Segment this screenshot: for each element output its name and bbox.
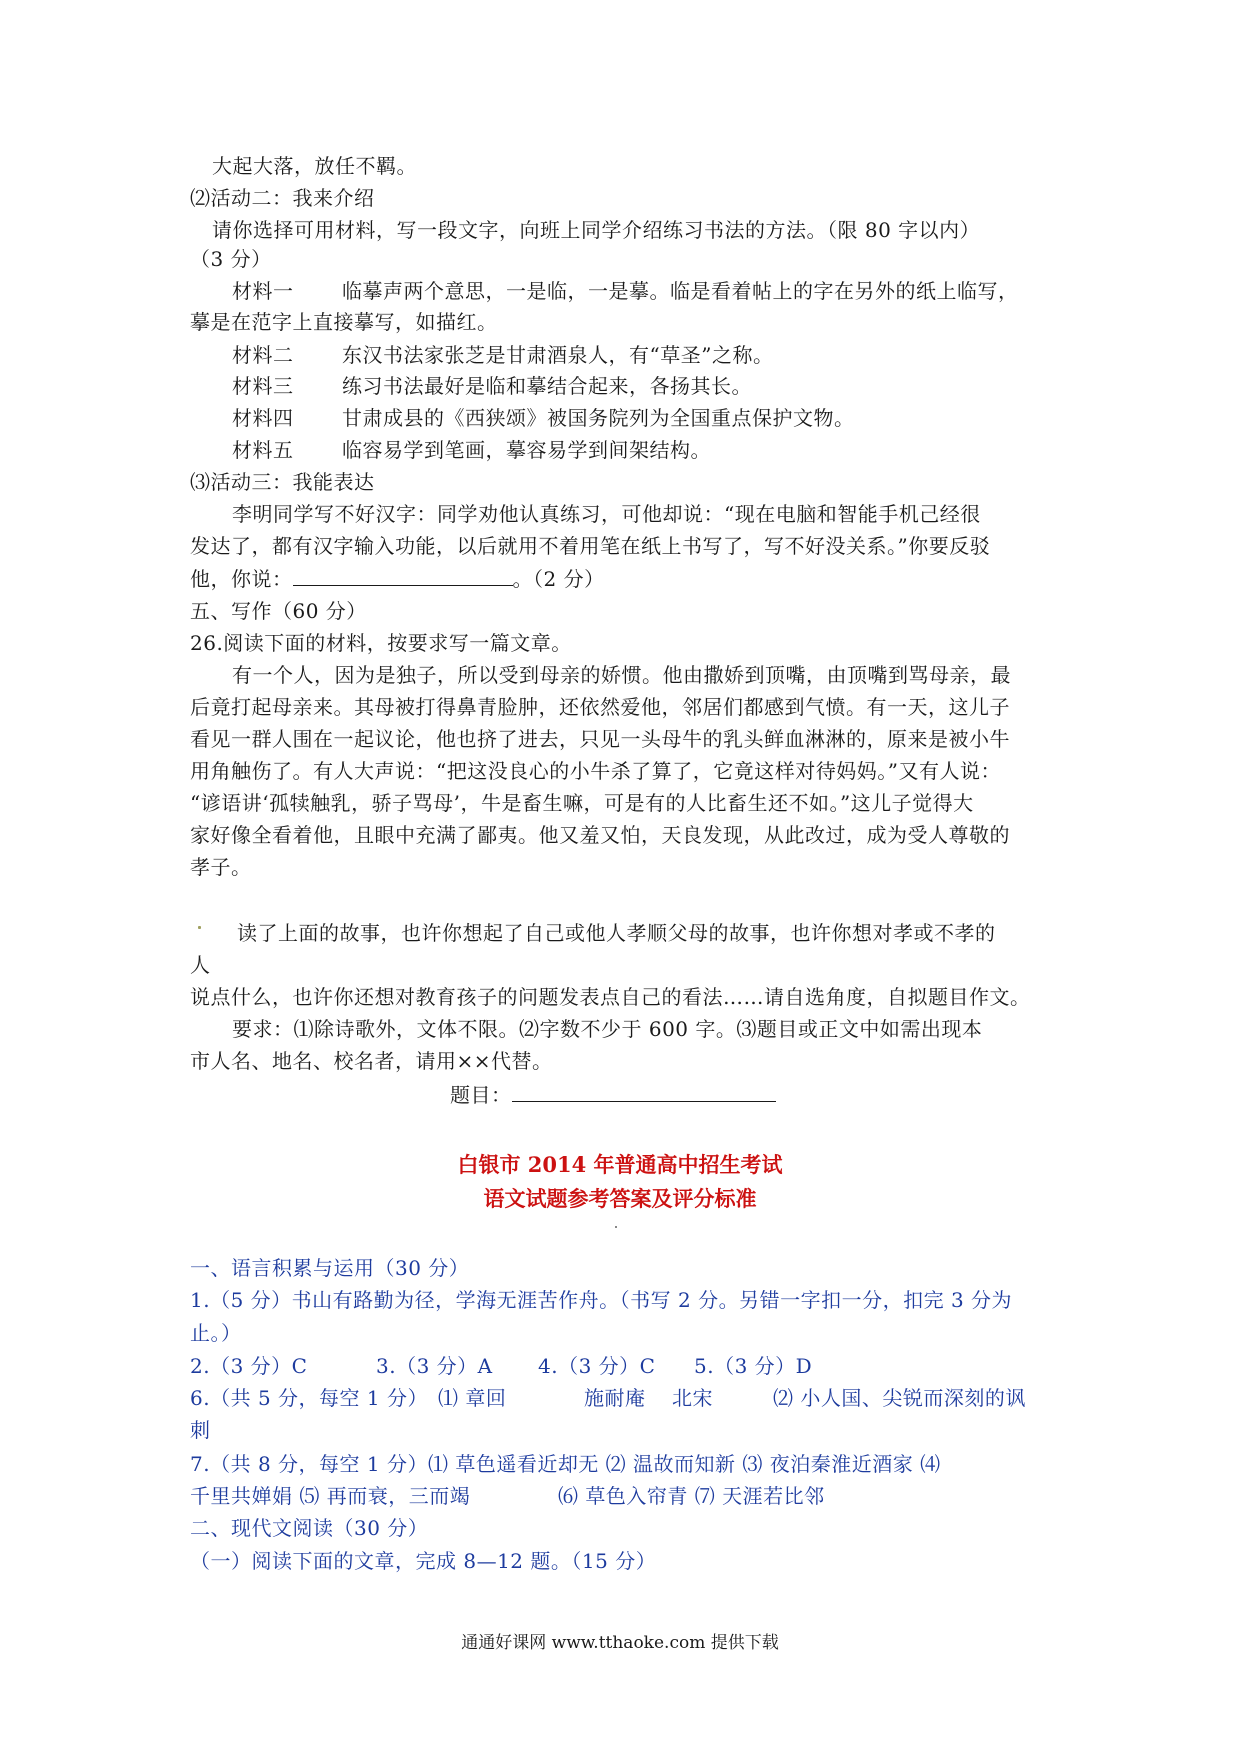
material-text: 临摹声两个意思，一是临，一是摹。临是看着帖上的字在另外的纸上临写， [342,279,1019,303]
material-label: 材料五 [232,438,294,462]
answer-line: 7.（共 8 分，每空 1 分）⑴ 草色遥看近却无 ⑵ 温故而知新 ⑶ 夜泊秦淮近酒家 ⑷ [190,1452,941,1476]
text-line: 孝子。 [190,855,252,879]
material-item [232,434,1112,467]
answer-section-heading: 二、现代文阅读（30 分） [190,1516,429,1540]
material-label: 材料一 [232,279,294,303]
text-line: 说点什么，也许你还想对教育孩子的问题发表点自己的看法……请自选角度，自拟题目作文。 [190,985,1031,1009]
material-label: 材料三 [232,374,294,398]
answer-item: ⑹ 草色入帘青 ⑺ 天涯若比邻 [558,1484,825,1508]
material-text: 练习书法最好是临和摹结合起来，各扬其长。 [342,374,752,398]
text-span: 他，你说： [190,567,293,591]
answer-item: 2.（3 分）C [190,1354,308,1378]
text-line: 发达了，都有汉字输入功能，以后就用不着用笔在纸上书写了，写不好没关系。”你要反驳 [190,534,991,558]
text-line: 要求：⑴除诗歌外，文体不限。⑵字数不少于 600 字。⑶题目或正文中如需出现本 [232,1017,983,1041]
answer-item: 千里共婵娟 ⑸ 再而衰，三而竭 [190,1484,471,1508]
text-line: 李明同学写不好汉字：同学劝他认真练习，可他却说：“现在电脑和智能手机己经很 [232,502,981,526]
answer-title: 白银市 2014 年普通高中招生考试 [457,1152,783,1177]
topic-label: 题目： [450,1083,512,1107]
answer-item: 5.（3 分）D [694,1354,813,1378]
material-item [232,402,1112,435]
material-text: 东汉书法家张芝是甘肃酒泉人，有“草圣”之称。 [342,343,774,367]
text-line: 用角触伤了。有人大声说：“把这没良心的小牛杀了算了，它竟这样对待妈妈。”又有人说： [190,759,1001,783]
material-label: 材料二 [232,343,294,367]
text-span: 。（2 分） [512,567,605,591]
material-item [232,339,1112,372]
answer-item: 施耐庵 [584,1386,646,1410]
answer-item: 4.（3 分）C [538,1354,656,1378]
text-line: 看见一群人围在一起议论，他也挤了进去，只见一头母牛的乳头鲜血淋淋的，原来是被小牛 [190,727,1010,751]
text-line: “谚语讲‘孤犊触乳，骄子骂母’，牛是畜生嘛，可是有的人比畜生还不如。”这儿子觉得大 [190,791,974,815]
section-heading: 五、写作（60 分） [190,599,367,623]
answer-line: 止。） [190,1321,242,1345]
page-footer: 通通好课网 www.tthaoke.com 提供下载 [461,1633,779,1653]
text-line: 家好像全看着他，且眼中充满了鄙夷。他又羞又怕，天良发现，从此改过，成为受人尊敬的 [190,823,1010,847]
question-heading: 26.阅读下面的材料，按要求写一篇文章。 [190,631,572,655]
answer-blank[interactable] [293,563,513,586]
text-line: 摹是在范字上直接摹写，如描红。 [190,310,498,334]
text-line [190,563,1070,596]
answer-item: ⑵ 小人国、尖锐而深刻的讽 [773,1386,1026,1410]
material-label: 材料四 [232,406,294,430]
answer-item: 6.（共 5 分，每空 1 分） [190,1386,428,1410]
text-line: （3 分） [190,247,272,271]
text-line: 有一个人，因为是独子，所以受到母亲的娇惯。他由撒娇到顶嘴，由顶嘴到骂母亲，最 [232,663,1011,687]
answer-subtitle: 语文试题参考答案及评分标准 [483,1186,757,1211]
material-item [232,370,1112,403]
text-line: 请你选择可用材料，写一段文字，向班上同学介绍练习书法的方法。（限 80 字以内） [212,218,981,242]
answer-item: 北宋 [672,1386,713,1410]
text-line: 大起大落，放任不羁。 [212,154,417,178]
topic-blank[interactable] [512,1079,776,1102]
material-text: 临容易学到笔画，摹容易学到间架结构。 [342,438,711,462]
text-line: 市人名、地名、校名者，请用××代替。 [190,1049,553,1073]
answer-section-heading: 一、语言积累与运用（30 分） [190,1256,470,1280]
text-line: 人 [190,953,211,977]
answer-line: 刺 [190,1418,211,1442]
text-line: 后竟打起母亲来。其母被打得鼻青脸肿，还依然爱他，邻居们都感到气愤。有一天，这儿子 [190,695,1010,719]
stray-mark [198,926,201,929]
material-text: 甘肃成县的《西狭颂》被国务院列为全国重点保护文物。 [342,406,855,430]
activity-two-heading: ⑵活动二：我来介绍 [190,186,375,210]
answer-line: 1.（5 分）书山有路勤为径，学海无涯苦作舟。（书写 2 分。另错一字扣一分，扣完 3 分为 [190,1288,1013,1312]
text-line: 读了上面的故事，也许你想起了自己或他人孝顺父母的故事，也许你想对孝或不孝的 [237,921,996,945]
answer-line: （一）阅读下面的文章，完成 8—12 题。（15 分） [190,1549,657,1573]
answer-item: 3.（3 分）A [376,1354,493,1378]
stray-mark [615,1226,617,1228]
activity-three-heading: ⑶活动三：我能表达 [190,470,375,494]
material-item [232,275,1112,308]
answer-item: ⑴ 章回 [438,1386,507,1410]
topic-line [450,1079,1240,1112]
